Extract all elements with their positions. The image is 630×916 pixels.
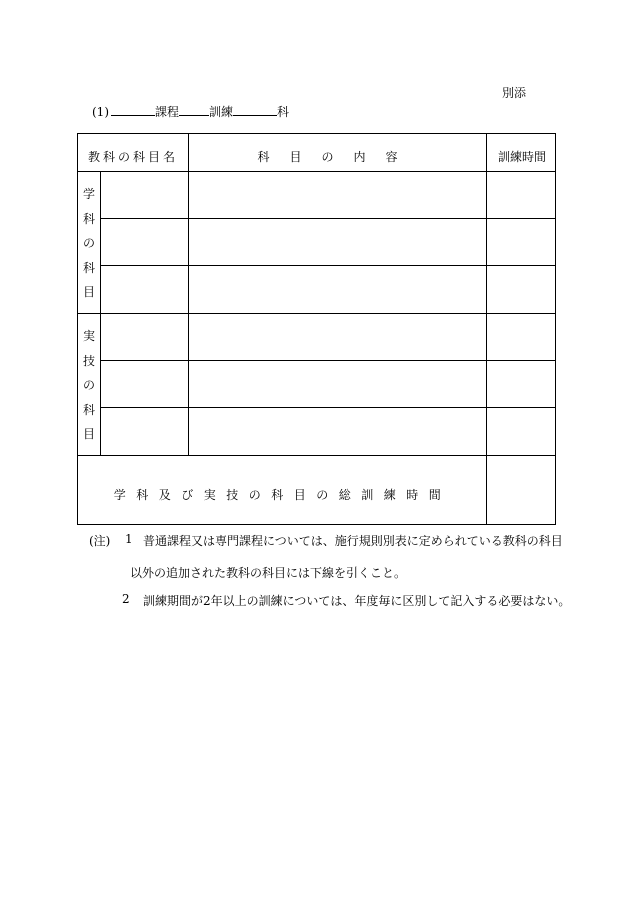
section-divider-rule bbox=[78, 313, 555, 314]
hours-column-rule bbox=[486, 134, 487, 524]
header-bottom-rule bbox=[78, 171, 555, 172]
note-1-line-1: 普通課程又は専門課程については、施行規則別表に定められている教科の科目 bbox=[143, 534, 563, 548]
attachment-label: 別添 bbox=[502, 86, 527, 100]
total-row-rule bbox=[78, 455, 555, 456]
header-subject-name: 教科の科目名 bbox=[87, 150, 178, 164]
heading-number: (1) bbox=[92, 105, 109, 119]
course-blank bbox=[111, 104, 155, 116]
training-suffix: 訓練 bbox=[209, 105, 234, 119]
header-subject-content: 科目の内容 bbox=[257, 150, 418, 164]
note-1-line-2: 以外の追加された教科の科目には下線を引くこと。 bbox=[130, 566, 407, 580]
department-suffix: 科 bbox=[277, 105, 290, 119]
practical-subjects-label: 実 技 の 科 目 bbox=[82, 329, 95, 441]
note-1-number: 1 bbox=[125, 532, 133, 546]
header-training-hours: 訓練時間 bbox=[497, 150, 546, 164]
total-training-hours-label: 学科及び実技の科目の総訓練時間 bbox=[113, 488, 452, 502]
subject-column-rule bbox=[188, 134, 189, 455]
training-blank bbox=[179, 104, 209, 116]
form-heading bbox=[92, 103, 289, 120]
course-suffix: 課程 bbox=[155, 105, 180, 119]
label-column-rule bbox=[100, 171, 101, 455]
academic-subjects-label: 学 科 の 科 目 bbox=[82, 187, 95, 299]
department-blank bbox=[233, 104, 277, 116]
curriculum-table bbox=[77, 133, 556, 525]
note-2-line-1: 訓練期間が2年以上の訓練については、年度毎に区別して記入する必要はない。 bbox=[143, 594, 571, 608]
note-2-number: 2 bbox=[122, 592, 130, 606]
note-mark: (注) bbox=[89, 534, 111, 548]
